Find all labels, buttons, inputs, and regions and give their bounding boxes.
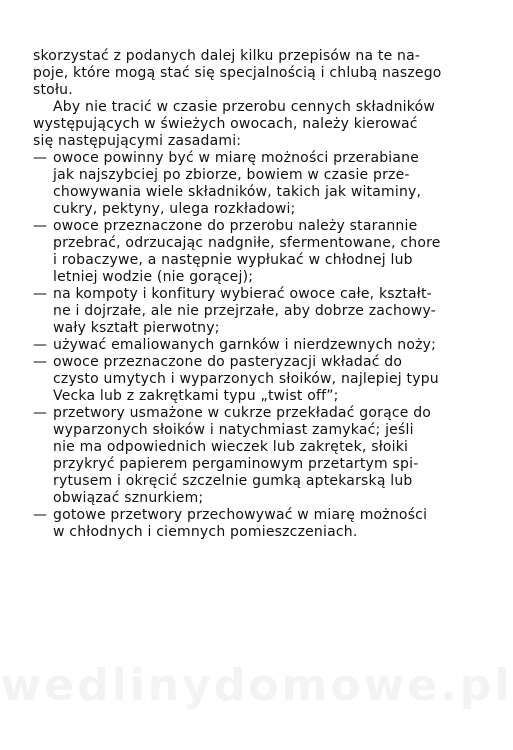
- text-line: letniej wodzie (nie gorącej);: [53, 269, 254, 285]
- text-line: jak najszybciej po zbiorze, bowiem w czasie prze-: [53, 167, 410, 183]
- text-line: wały kształt pierwotny;: [53, 320, 220, 336]
- list-item: [33, 286, 493, 337]
- text-line: wyparzonych słoików i natychmiast zamykać; jeśli: [53, 422, 414, 438]
- list-item: [33, 507, 493, 541]
- text-line: przetwory usmażone w cukrze przekładać gorące do: [53, 405, 432, 421]
- text-line: występujących w świeżych owocach, należy kierować: [33, 116, 418, 132]
- text-line: Aby nie tracić w czasie przerobu cennych składników: [53, 99, 435, 115]
- text-line: rytusem i okręcić szczelnie gumką aptekarską lub: [53, 473, 413, 489]
- text-line: w chłodnych i ciemnych pomieszczeniach.: [53, 524, 358, 540]
- dash-bullet: —: [33, 405, 48, 421]
- text-line: używać emaliowanych garnków i nierdzewnych noży;: [53, 337, 437, 353]
- text-line: czysto umytych i wyparzonych słoików, najlepiej typu: [53, 371, 439, 387]
- list-item: [33, 337, 493, 354]
- list-item: [33, 405, 493, 507]
- text-line: owoce przeznaczone do przerobu należy starannie: [53, 218, 418, 234]
- dash-bullet: —: [33, 218, 48, 234]
- dash-bullet: —: [33, 507, 48, 523]
- list-item: [33, 150, 493, 218]
- text-line: Vecka lub z zakrętkami typu „twist off”;: [53, 388, 339, 404]
- text-line: poje, które mogą stać się specjalnością i chlubą naszego: [33, 65, 442, 81]
- text-line: na kompoty i konfitury wybierać owoce całe, kształt-: [53, 286, 432, 302]
- text-line: chowywania wiele składników, takich jak witaminy,: [53, 184, 422, 200]
- list-item: [33, 354, 493, 405]
- text-line: obwiązać sznurkiem;: [53, 490, 204, 506]
- dash-bullet: —: [33, 354, 48, 370]
- text-line: owoce przeznaczone do pasteryzacji wkładać do: [53, 354, 403, 370]
- text-line: nie ma odpowiednich wieczek lub zakrętek, słoiki: [53, 439, 409, 455]
- rules-list: [33, 150, 493, 541]
- text-line: cukry, pektyny, ulega rozkładowi;: [53, 201, 296, 217]
- list-item: [33, 218, 493, 286]
- text-line: i robaczywe, a następnie wypłukać w chłodnej lub: [53, 252, 413, 268]
- text-line: przebrać, odrzucając nadgniłe, sfermentowane, chore: [53, 235, 441, 251]
- text-line: owoce powinny być w miarę możności przerabiane: [53, 150, 420, 166]
- dash-bullet: —: [33, 286, 48, 302]
- text-line: gotowe przetwory przechowywać w miarę możności: [53, 507, 428, 523]
- watermark-text: wedlinydomowe.pl: [0, 660, 513, 711]
- text-line: przykryć papierem pergaminowym przetartym spi-: [53, 456, 419, 472]
- dash-bullet: —: [33, 337, 48, 353]
- text-line: skorzystać z podanych dalej kilku przepisów na te na-: [33, 48, 421, 64]
- rules-intro-paragraph: [33, 99, 493, 150]
- intro-paragraph: [33, 48, 493, 99]
- page-text: [33, 48, 493, 541]
- text-line: się następującymi zasadami:: [33, 133, 242, 149]
- dash-bullet: —: [33, 150, 48, 166]
- text-line: stołu.: [33, 82, 73, 98]
- text-line: ne i dojrzałe, ale nie przejrzałe, aby dobrze zachowy-: [53, 303, 436, 319]
